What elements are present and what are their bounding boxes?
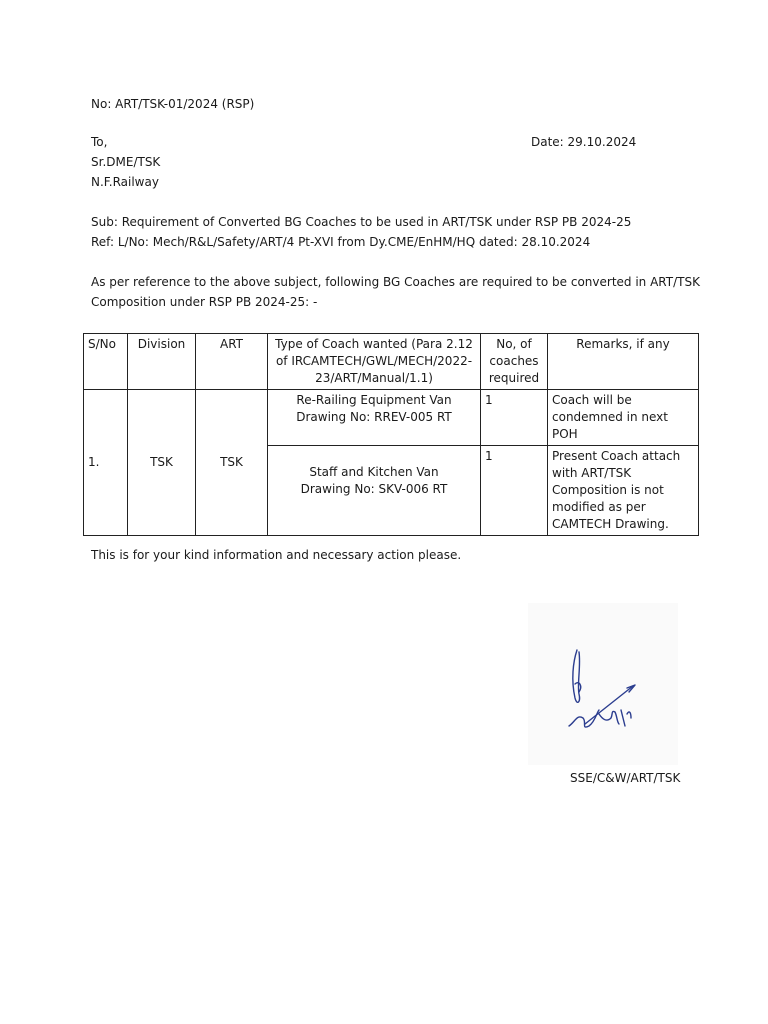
letter-date: Date: 29.10.2024	[531, 135, 637, 149]
body-line1: As per reference to the above subject, following BG Coaches are required to be converted in ART/TSK	[91, 275, 700, 289]
cell-remarks: Coach will be condemned in next POH	[548, 390, 699, 446]
table-header-row	[84, 334, 699, 390]
coach-type-name: Staff and Kitchen Van	[309, 465, 439, 479]
cell-division: TSK	[128, 390, 196, 536]
signatory-designation: SSE/C&W/ART/TSK	[570, 771, 681, 785]
cell-coach-type	[268, 390, 481, 446]
cell-sno: 1.	[84, 390, 128, 536]
table-row	[84, 390, 699, 446]
cell-art: TSK	[196, 390, 268, 536]
coach-requirement-table	[83, 333, 699, 536]
cell-coach-count: 1	[481, 390, 548, 446]
coach-type-drawing: Drawing No: RREV-005 RT	[296, 410, 452, 424]
coach-type-drawing: Drawing No: SKV-006 RT	[300, 482, 448, 496]
reference-number: No: ART/TSK-01/2024 (RSP)	[91, 97, 255, 111]
body-line2: Composition under RSP PB 2024-25: -	[91, 295, 318, 309]
closing-line: This is for your kind information and necessary action please.	[91, 548, 462, 562]
addressee-line2: N.F.Railway	[91, 175, 159, 189]
header-remarks: Remarks, if any	[548, 334, 699, 390]
cell-coach-type	[268, 446, 481, 536]
addressee-line1: Sr.DME/TSK	[91, 155, 161, 169]
reference-line: Ref: L/No: Mech/R&L/Safety/ART/4 Pt-XVI from Dy.CME/EnHM/HQ dated: 28.10.2024	[91, 235, 591, 249]
header-coach-type: Type of Coach wanted (Para 2.12 of IRCAMTECH/GWL/MECH/2022-23/ART/Manual/1.1)	[268, 334, 481, 390]
signature-image	[555, 640, 645, 740]
coach-type-name: Re-Railing Equipment Van	[296, 393, 452, 407]
subject-line: Sub: Requirement of Converted BG Coaches to be used in ART/TSK under RSP PB 2024-25	[91, 215, 632, 229]
header-coach-count: No, of coaches required	[481, 334, 548, 390]
to-label: To,	[91, 135, 108, 149]
cell-remarks: Present Coach attach with ART/TSK Composition is not modified as per CAMTECH Drawing.	[548, 446, 699, 536]
header-division: Division	[128, 334, 196, 390]
header-art: ART	[196, 334, 268, 390]
header-sno: S/No	[84, 334, 128, 390]
cell-coach-count: 1	[481, 446, 548, 536]
